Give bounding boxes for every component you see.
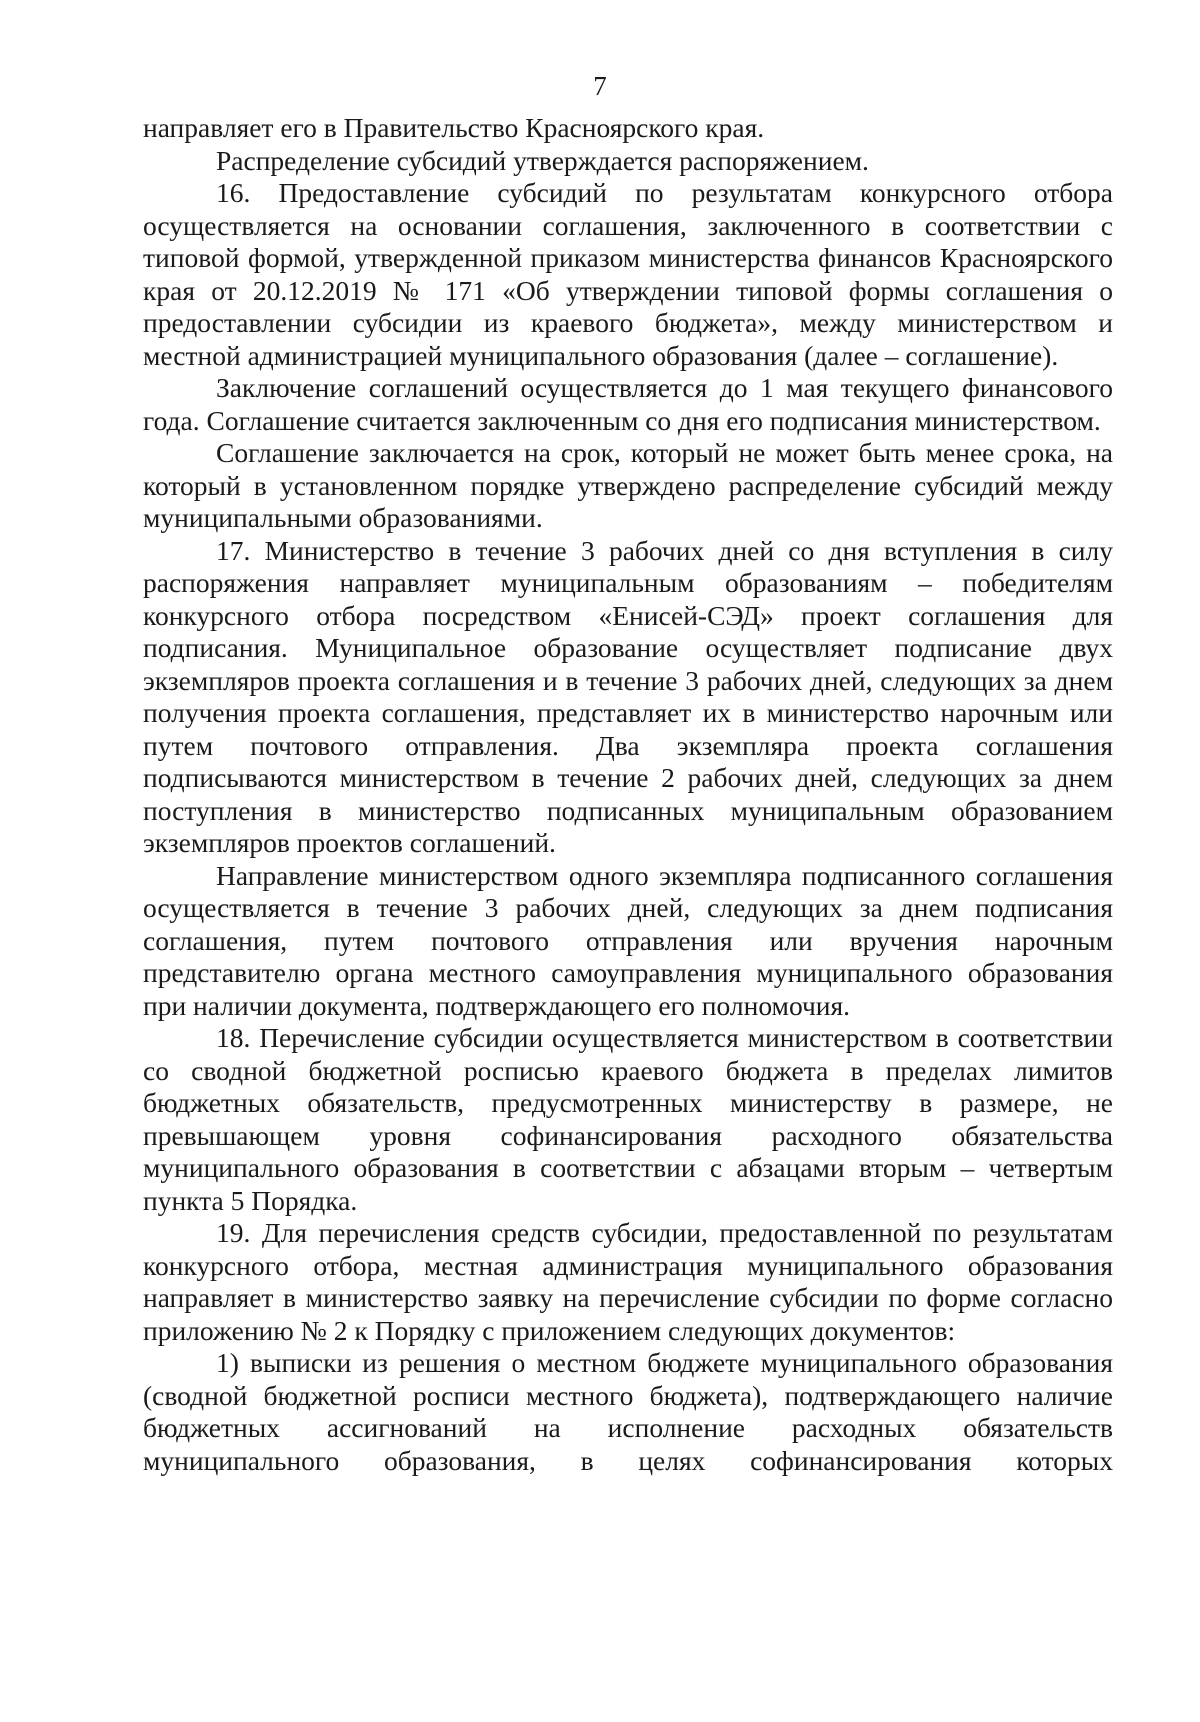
paragraph-continuation: направляет его в Правительство Красноярского края. xyxy=(143,112,765,143)
paragraph-item-18: 18. Перечисление субсидии осуществляется министерством в соответствии со сводной бюджетной росписью краевого бюджета в пределах лимитов бюджетных обязательств, предусмотренных министерству в размере, не превышающем уровня софинансирования расходного обязательства муниципального образования в соответствии с абзацами вторым – четвертым пункта 5 Порядка. xyxy=(143,1022,1113,1216)
paragraph-agreement-deadline: Заключение соглашений осуществляется до 1 мая текущего финансового года. Соглашение считается заключенным со дня его подписания министерством. xyxy=(143,372,1113,436)
paragraph-item-19: 19. Для перечисления средств субсидии, предоставленной по результатам конкурсного отбора, местная администрация муниципального образования направляет в министерство заявку на перечисление субсидии по форме согласно приложению № 2 к Порядку с приложением следующих документов: xyxy=(143,1217,1113,1346)
paragraph-subitem-1: 1) выписки из решения о местном бюджете муниципального образования (сводной бюджетной росписи местного бюджета), подтверждающего наличие бюджетных ассигнований на исполнение расходных обязательств муниципального образования, в целях софинансирования которых xyxy=(143,1347,1113,1476)
paragraph-agreement-delivery: Направление министерством одного экземпляра подписанного соглашения осуществляется в течение 3 рабочих дней, следующих за днем подписания соглашения, путем почтового отправления или вручения нарочным представителю органа местного самоуправления муниципального образования при наличии документа, подтверждающего его полномочия. xyxy=(143,859,1113,1021)
paragraph-distribution: Распределение субсидий утверждается распоряжением. xyxy=(216,144,869,176)
paragraph-item-17: 17. Министерство в течение 3 рабочих дней со дня вступления в силу распоряжения направляет муниципальным образованиям – победителям конкурсного отбора посредством «Енисей-СЭД» проект соглашения для подписания. Муниципальное образование осуществляет подписание двух экземпляров проекта соглашения и в течение 3 рабочих дней, следующих за днем получения проекта соглашения, представляет их в министерство нарочным или путем почтового отправления. Два экземпляра проекта соглашения подписываются министерством в течение 2 рабочих дней, следующих за днем поступления в министерство подписанных муниципальным образованием экземпляров проектов соглашений. xyxy=(143,534,1113,858)
page-number: 7 xyxy=(593,71,607,101)
paragraph-agreement-term: Соглашение заключается на срок, который не может быть менее срока, на который в установленном порядке утверждено распределение субсидий между муниципальными образованиями. xyxy=(143,437,1113,533)
document-body xyxy=(143,112,1113,1477)
paragraph-item-16: 16. Предоставление субсидий по результатам конкурсного отбора осуществляется на основании соглашения, заключенного в соответствии с типовой формой, утвержденной приказом министерства финансов Красноярского края от 20.12.2019 № 171 «Об утверждении типовой формы соглашения о предоставлении субсидии из краевого бюджета», между министерством и местной администрацией муниципального образования (далее – соглашение). xyxy=(143,177,1113,371)
